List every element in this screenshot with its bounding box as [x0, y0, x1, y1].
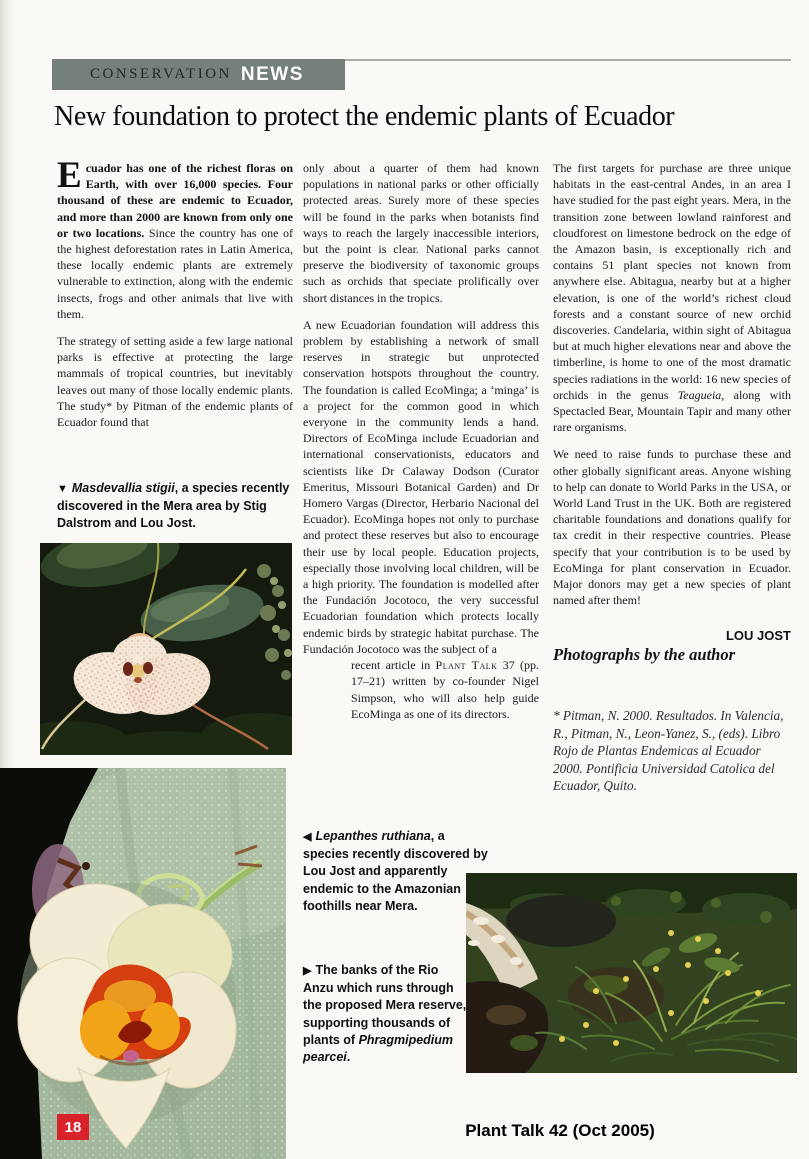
- header-rule: [345, 59, 791, 61]
- column-3: [553, 160, 791, 795]
- caption-text: The banks of the Rio Anzu which runs through the proposed Mera reserve, supporting thousands of plants of: [303, 963, 467, 1047]
- paragraph: A new Ecuadorian foundation will address this problem by establishing a network of small reserves in strategic but unprotected conservation hotspots throughout the country. The foundation is called EcoMinga; a ‘minga’ is a project for the common good in which everyone in the community lends a hand. Directors of EcoMinga include Ecuadorian and international conservationists, educators and scientists like Dr Calaway Dodson (Curator Emeritus, Missouri Botanical Garden) and Dr Homero Vargas (Director, Herbario Nacional del Ecuador). EcoMinga hopes not only to purchase and protect these reserves but also to encourage their use by local people. Education projects, especially those involving local children, will be a high priority. The foundation is modelled after the Fundación Jocotoco, the very successful Ecuadorian foundation which protects locally endemic birds by strategic habitat purchase. The Fundación Jocotoco was the subject of a: [303, 317, 539, 656]
- caption-text: .: [346, 1050, 351, 1065]
- text-run: The first targets for purchase are three unique habitats in the east-central Andes, in an area I have studied for the past eight years. Mera, in the transition zone between lowland rainforest and cloudforest on limestone bedrock on the edge of the Amazon basin, is exceptionally rich and contains 51 plant species not known from anywhere else. Abitagua, nearby but at a higher elevation, is one of the world’s richest cloud forests and a constant source of new orchid discoveries. Candelaria, within sight of Abitagua but at much higher elevations near and above the timberline, is home to one of the most dramatic species radiations in the world: 16 new species of orchids in the genus: [553, 161, 791, 402]
- section-header-bar: [52, 59, 345, 90]
- caption-lepanthes: [303, 828, 493, 915]
- article-title: New foundation to protect the endemic plants of Ecuador: [54, 101, 675, 132]
- column-2: [303, 160, 539, 722]
- lead-paragraph: [57, 155, 294, 322]
- column-1: [57, 155, 294, 441]
- drop-cap: E: [57, 155, 82, 196]
- paragraph: The strategy of setting aside a few large national parks is effective at protecting the large mammals of tropical countries, but inevitably leaves out many of those locally endemic plants. The study* by Pitman of the endemic plants of Ecuador found that: [57, 334, 293, 430]
- rio-anzu-illustration: [466, 873, 797, 1073]
- species-name: Phragmipedium pearcei: [303, 1032, 454, 1065]
- lepanthes-photo: [0, 768, 286, 1159]
- section-label: CONSERVATION: [90, 66, 232, 82]
- reference-footnote: * Pitman, N. 2000. Resultados. In Valencia, R., Pitman, N., Leon-Yanez, S., (eds). Libro Rojo de Plantas Endemicas al Ecuador 2000. Pontificia Universidad Catolica del Ecuador, Quito.: [553, 708, 784, 794]
- lead-bold-text: cuador has one of the richest floras on Earth, with over 16,000 species. Four thousand of these are endemic to Ecuador, and more than 2000 are known from only one or two locations.: [57, 161, 293, 240]
- text-run: 37 (pp. 17–21) written by co-founder Nigel Simpson, who will also help guide EcoMinga as one of its directors.: [351, 658, 539, 721]
- text-run: recent article in: [351, 658, 436, 673]
- rio-anzu-photo: [466, 873, 797, 1073]
- left-triangle-icon: ◀: [303, 831, 312, 843]
- journal-name: Plant Talk: [435, 658, 498, 673]
- caption-text: , a species recently discovered by Lou Jost and apparently endemic to the Amazonian foothills near Mera.: [303, 829, 488, 913]
- paragraph-continued: [351, 657, 539, 722]
- lepanthes-illustration: [0, 768, 286, 1159]
- caption-masdevallia: [57, 480, 293, 533]
- text-run: , along with Spectacled Bear, Mountain Tapir and many other rare organisms.: [553, 387, 791, 435]
- species-name: Lepanthes ruthiana: [315, 829, 431, 843]
- lead-rest-text: Since the country has one of the highest deforestation rates in Latin America, these locally endemic plants are extremely vulnerable to extinction, along with the endemic insects, frogs and other animals that live with them.: [57, 225, 294, 321]
- section-label-bold: NEWS: [240, 63, 304, 85]
- journal-footer: Plant Talk 42 (Oct 2005): [465, 1121, 655, 1140]
- page-number-badge: 18: [57, 1114, 89, 1140]
- genus-name: Teagueia: [677, 387, 722, 402]
- paragraph: only about a quarter of them had known populations in national parks or other officially protected areas. Surely more of these species will be found in the parks when botanists find ways to reach the largely inaccessible interiors, but the point is clear. National parks cannot preserve the biodiversity of taxonomic groups such as orchids that speciate prolifically over short distances in the tropics.: [303, 161, 539, 305]
- paragraph: We need to raise funds to purchase these and other globally significant areas. Anyone wishing to help can donate to World Parks in the USA, or World Land Trust in the UK. Both are registered charitable foundations and donations qualify for tax credit in their respective countries. Please specify that your contribution is to be used by EcoMinga for plant conservation in Ecuador. Major donors may get a new species of plant named after them!: [553, 447, 791, 608]
- species-name: Masdevallia stigii: [71, 481, 175, 495]
- masdevallia-illustration: [40, 543, 292, 755]
- down-triangle-icon: ▼: [57, 483, 68, 495]
- caption-rio-anzu: [303, 962, 468, 1066]
- right-triangle-icon: ▶: [303, 965, 312, 977]
- caption-text: , a species recently discovered in the Mera area by Stig Dalstrom and Lou Jost.: [57, 481, 290, 531]
- photo-credit: Photographs by the author: [553, 645, 735, 665]
- paragraph: [553, 160, 791, 435]
- masdevallia-photo: [40, 543, 292, 755]
- author-byline: LOU JOST: [725, 628, 791, 644]
